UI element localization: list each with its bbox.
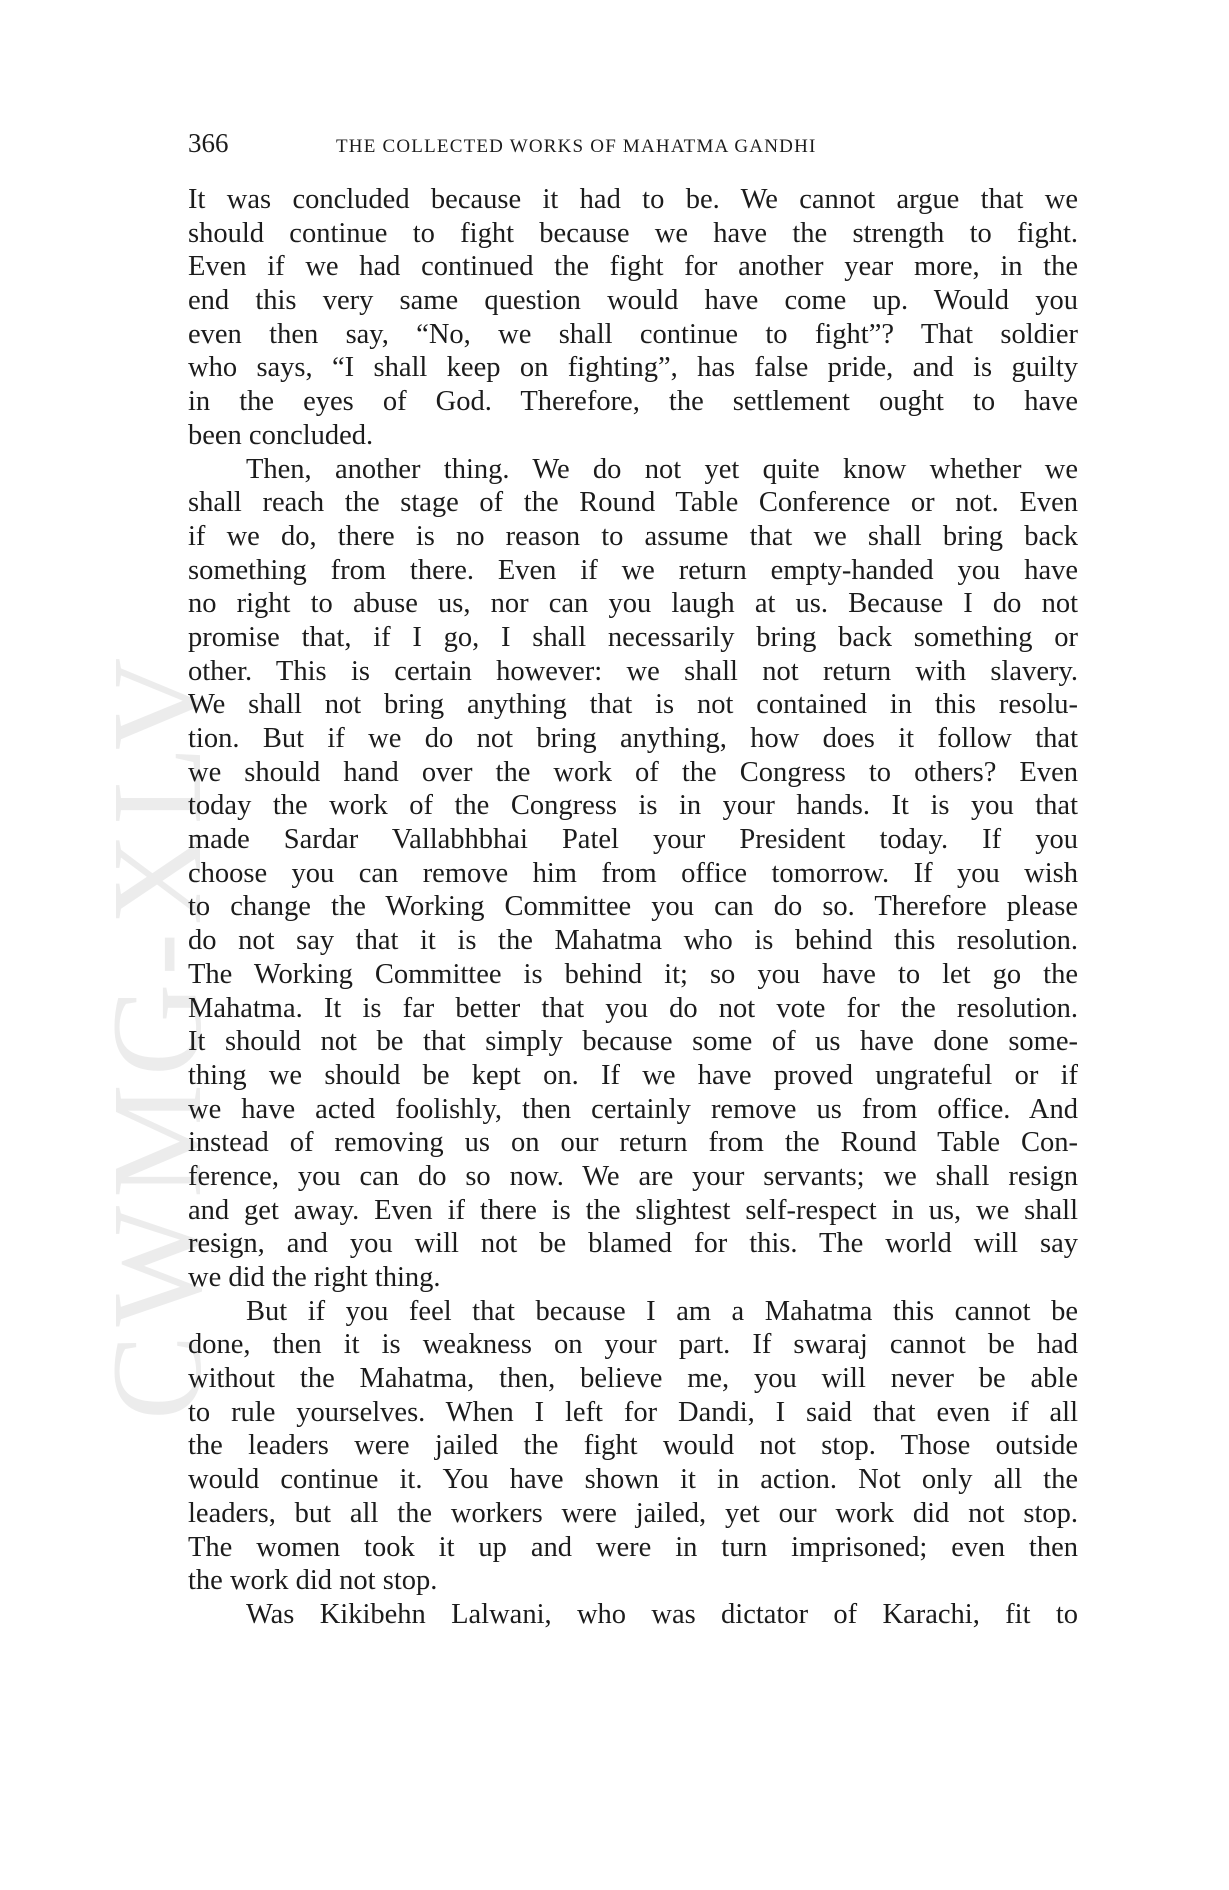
text-line: tion. But if we do not bring anything, how does it follow that [188, 723, 1078, 754]
text-line: The women took it up and were in turn imprisoned; even then [188, 1531, 1078, 1563]
text-line: leaders, but all the workers were jailed, yet our work did not stop. [188, 1497, 1078, 1529]
text-line: would continue it. You have shown it in action. Not only all the [188, 1464, 1078, 1496]
page-number: 366 [188, 128, 229, 158]
text-line: do not say that it is the Mahatma who is behind this resolution. [188, 925, 1078, 957]
text-line: if we do, there is no reason to assume that we shall bring back [188, 520, 1078, 552]
text-line: ference, you can do so now. We are your servants; we shall resign [188, 1160, 1078, 1192]
watermark-text: CWMG-XLV [86, 649, 228, 1420]
text-line: made Sardar Vallabhbhai Patel your President today. If you [188, 824, 1078, 856]
text-line: It was concluded because it had to be. We cannot argue that we [188, 184, 1078, 215]
text-line: Even if we had continued the fight for another year more, in the [188, 251, 1078, 283]
page-header [188, 128, 1078, 168]
text-line: even then say, “No, we shall continue to fight”? That soldier [188, 318, 1078, 350]
text-line: we have acted foolishly, then certainly remove us from office. And [188, 1093, 1078, 1125]
text-line: It should not be that simply because some of us have done some- [188, 1026, 1078, 1058]
text-line: today the work of the Congress is in your hands. It is you that [188, 790, 1078, 822]
text-line: Mahatma. It is far better that you do not vote for the resolution. [188, 992, 1078, 1024]
text-line: to change the Working Committee you can do so. Therefore please [188, 891, 1078, 923]
text-line: the leaders were jailed the fight would not stop. Those outside [188, 1430, 1078, 1462]
text-line: without the Mahatma, then, believe me, you will never be able [188, 1363, 1078, 1395]
text-line: the work did not stop. [188, 1565, 438, 1597]
text-line: choose you can remove him from office tomorrow. If you wish [188, 857, 1078, 889]
text-line: Then, another thing. We do not yet quite know whether we [246, 453, 1078, 485]
text-line: been concluded. [188, 419, 374, 451]
text-line: who says, “I shall keep on fighting”, has false pride, and is guilty [188, 352, 1078, 384]
text-line: resign, and you will not be blamed for this. The world will say [188, 1228, 1078, 1260]
running-head: THE COLLECTED WORKS OF MAHATMA GANDHI [336, 136, 817, 157]
text-line: no right to abuse us, nor can you laugh at us. Because I do not [188, 588, 1078, 620]
text-line: end this very same question would have come up. Would you [188, 285, 1078, 317]
text-line: We shall not bring anything that is not contained in this resolu- [188, 689, 1078, 721]
text-line: shall reach the stage of the Round Table Conference or not. Even [188, 487, 1078, 519]
text-line: But if you feel that because I am a Mahatma this cannot be [246, 1295, 1078, 1327]
text-line: in the eyes of God. Therefore, the settlement ought to have [188, 386, 1078, 418]
text-line: thing we should be kept on. If we have proved ungrateful or if [188, 1059, 1078, 1091]
text-line: should continue to fight because we have the strength to fight. [188, 217, 1078, 249]
text-line: other. This is certain however: we shall not return with slavery. [188, 655, 1078, 687]
text-line: The Working Committee is behind it; so you have to let go the [188, 958, 1078, 990]
text-line: instead of removing us on our return from the Round Table Con- [188, 1127, 1078, 1159]
text-line: something from there. Even if we return empty-handed you have [188, 554, 1078, 586]
text-line: Was Kikibehn Lalwani, who was dictator of Karachi, fit to [246, 1598, 1078, 1630]
text-line: promise that, if I go, I shall necessarily bring back something or [188, 621, 1078, 653]
text-line: we should hand over the work of the Congress to others? Even [188, 756, 1078, 788]
text-line: to rule yourselves. When I left for Dandi, I said that even if all [188, 1396, 1078, 1428]
text-line: we did the right thing. [188, 1262, 441, 1293]
body-text [188, 183, 1078, 1632]
text-line: and get away. Even if there is the slightest self-respect in us, we shall [188, 1194, 1078, 1226]
text-line: done, then it is weakness on your part. If swaraj cannot be had [188, 1329, 1078, 1361]
